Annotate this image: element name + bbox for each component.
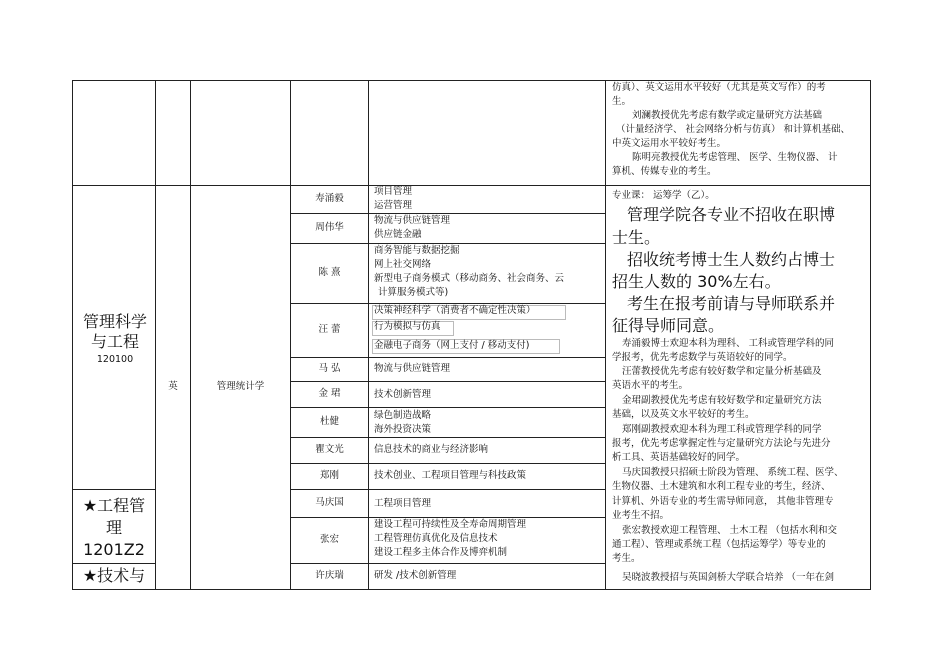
direction: 建设工程多主体合作及博弈机制 <box>374 547 508 558</box>
teacher-name: 汪 蕾 <box>318 324 341 335</box>
teacher-name: 马庆国 <box>315 497 344 508</box>
notes-head: 专业课： 运筹学（乙）。 <box>612 190 715 201</box>
direction: 物流与供应链管理 <box>374 363 451 374</box>
direction: 海外投资决策 <box>374 424 432 435</box>
notes-line: 郑刚副教授欢迎本科为理工科或管理学科的同学 <box>622 424 822 435</box>
major-code: 120100 <box>96 354 134 365</box>
note-line: 仿真）、英文运用水平较好（尤其是英文写作）的考 <box>612 82 826 93</box>
notes-big: 招生人数的 30%左右。 <box>612 272 781 291</box>
direction: 行为模拟与仿真 <box>374 321 441 332</box>
teacher-name: 马 弘 <box>318 363 341 374</box>
note-line: 刘澜教授优先考虑有数学或定量研究方法基础 <box>632 110 823 121</box>
teacher-name: 周伟华 <box>315 222 344 233</box>
direction: 工程项目管理 <box>374 498 432 509</box>
notes-line: 析工具、英语基础较好的同学。 <box>612 452 746 463</box>
direction: 信息技术的商业与经济影响 <box>374 444 489 455</box>
direction: 商务智能与数据挖掘 <box>374 245 460 256</box>
notes-line: 计算机、外语专业的考生需导师同意， 其他非管理专 <box>612 496 834 507</box>
notes-line: 马庆国教授只招硕士阶段为管理、 系统工程、医学、 <box>622 467 844 478</box>
direction: 网上社交网络 <box>374 259 432 270</box>
notes-line: 基础，以及英文水平较好的考生。 <box>612 409 755 420</box>
direction: 决策神经科学（消费者不确定性决策） <box>374 305 536 316</box>
notes-big: 考生在报考前请与导师联系并 <box>627 294 836 313</box>
notes-line: 学报考，优先考虑数学与英语较好的同学。 <box>612 352 793 363</box>
teacher-name: 杜健 <box>319 416 339 427</box>
foreign-language: 英 <box>168 381 178 392</box>
direction: 研发 /技术创新管理 <box>374 570 457 581</box>
direction: 技术创新管理 <box>374 389 432 400</box>
direction: 供应链金融 <box>374 229 422 240</box>
major-name: 理 <box>105 518 122 537</box>
direction: 建设工程可持续性及全寿命周期管理 <box>374 519 527 530</box>
direction: 计算服务模式等) <box>378 287 449 298</box>
notes-line: 生物仪器、土木建筑和水利工程专业的考生，经济、 <box>612 481 831 492</box>
notes-big: 士生。 <box>612 228 661 247</box>
note-line: 算机、传媒专业的考生。 <box>612 166 717 177</box>
direction: 绿色制造战略 <box>374 410 432 421</box>
direction: 金融电子商务（网上支付 / 移动支付) <box>374 340 530 351</box>
direction: 运营管理 <box>374 200 413 211</box>
notes-line: 报考，优先考虑掌握定性与定量研究方法论与先进分 <box>612 438 831 449</box>
major-name: 与工程 <box>90 332 139 351</box>
direction: 新型电子商务模式（移动商务、社会商务、云 <box>374 273 565 284</box>
notes-line: 业考生不招。 <box>612 510 670 521</box>
notes-line: 张宏教授欢迎工程管理、 土木工程 （包括水利和交 <box>622 525 838 536</box>
notes-line: 金珺副教授优先考虑有较好数学和定量研究方法 <box>622 395 822 406</box>
major-name: ★技术与 <box>82 566 146 585</box>
notes-line: 通工程）、管理或系统工程（包括运筹学）等专业的 <box>612 539 826 550</box>
notes-line: 英语水平的考生。 <box>612 380 689 391</box>
notes-big: 管理学院各专业不招收在职博 <box>627 205 836 224</box>
notes-big: 征得导师同意。 <box>612 316 725 335</box>
exam-subject: 管理统计学 <box>216 381 265 392</box>
teacher-name: 许庆瑞 <box>315 570 344 581</box>
notes-line: 汪蕾教授优先考虑有较好数学和定量分析基础及 <box>622 366 822 377</box>
major-code: 1201Z2 <box>83 540 145 559</box>
major-name: ★工程管 <box>82 496 146 515</box>
notes-big: 招收统考博士生人数约占博士 <box>627 250 836 269</box>
teacher-name: 张宏 <box>319 534 339 545</box>
teacher-name: 陈 熹 <box>318 267 341 278</box>
teacher-name: 金 珺 <box>318 388 341 399</box>
teacher-name: 寿涌毅 <box>315 193 344 204</box>
note-line: 陈明亮教授优先考虑管理、 医学、生物仪器、 计 <box>632 152 838 163</box>
note-line: 中英文运用水平较好考生。 <box>612 138 727 149</box>
direction: 工程管理仿真优化及信息技术 <box>374 533 498 544</box>
teacher-name: 瞿文光 <box>315 444 344 455</box>
note-line: （计量经济学、 社会网络分析与仿真） 和计算机基础、 <box>616 124 851 135</box>
major-name: 管理科学 <box>82 312 147 331</box>
direction: 技术创业、工程项目管理与科技政策 <box>374 470 527 481</box>
direction: 项目管理 <box>374 186 413 197</box>
notes-line: 考生。 <box>612 553 641 564</box>
direction: 物流与供应链管理 <box>374 215 451 226</box>
teacher-name: 郑刚 <box>319 470 339 481</box>
note-line: 生。 <box>612 96 632 107</box>
notes-line: 吴晓波教授招与英国剑桥大学联合培养 （一年在剑 <box>622 572 835 583</box>
notes-line: 寿涌毅博士欢迎本科为理科、 工科或管理学科的同 <box>622 338 835 349</box>
